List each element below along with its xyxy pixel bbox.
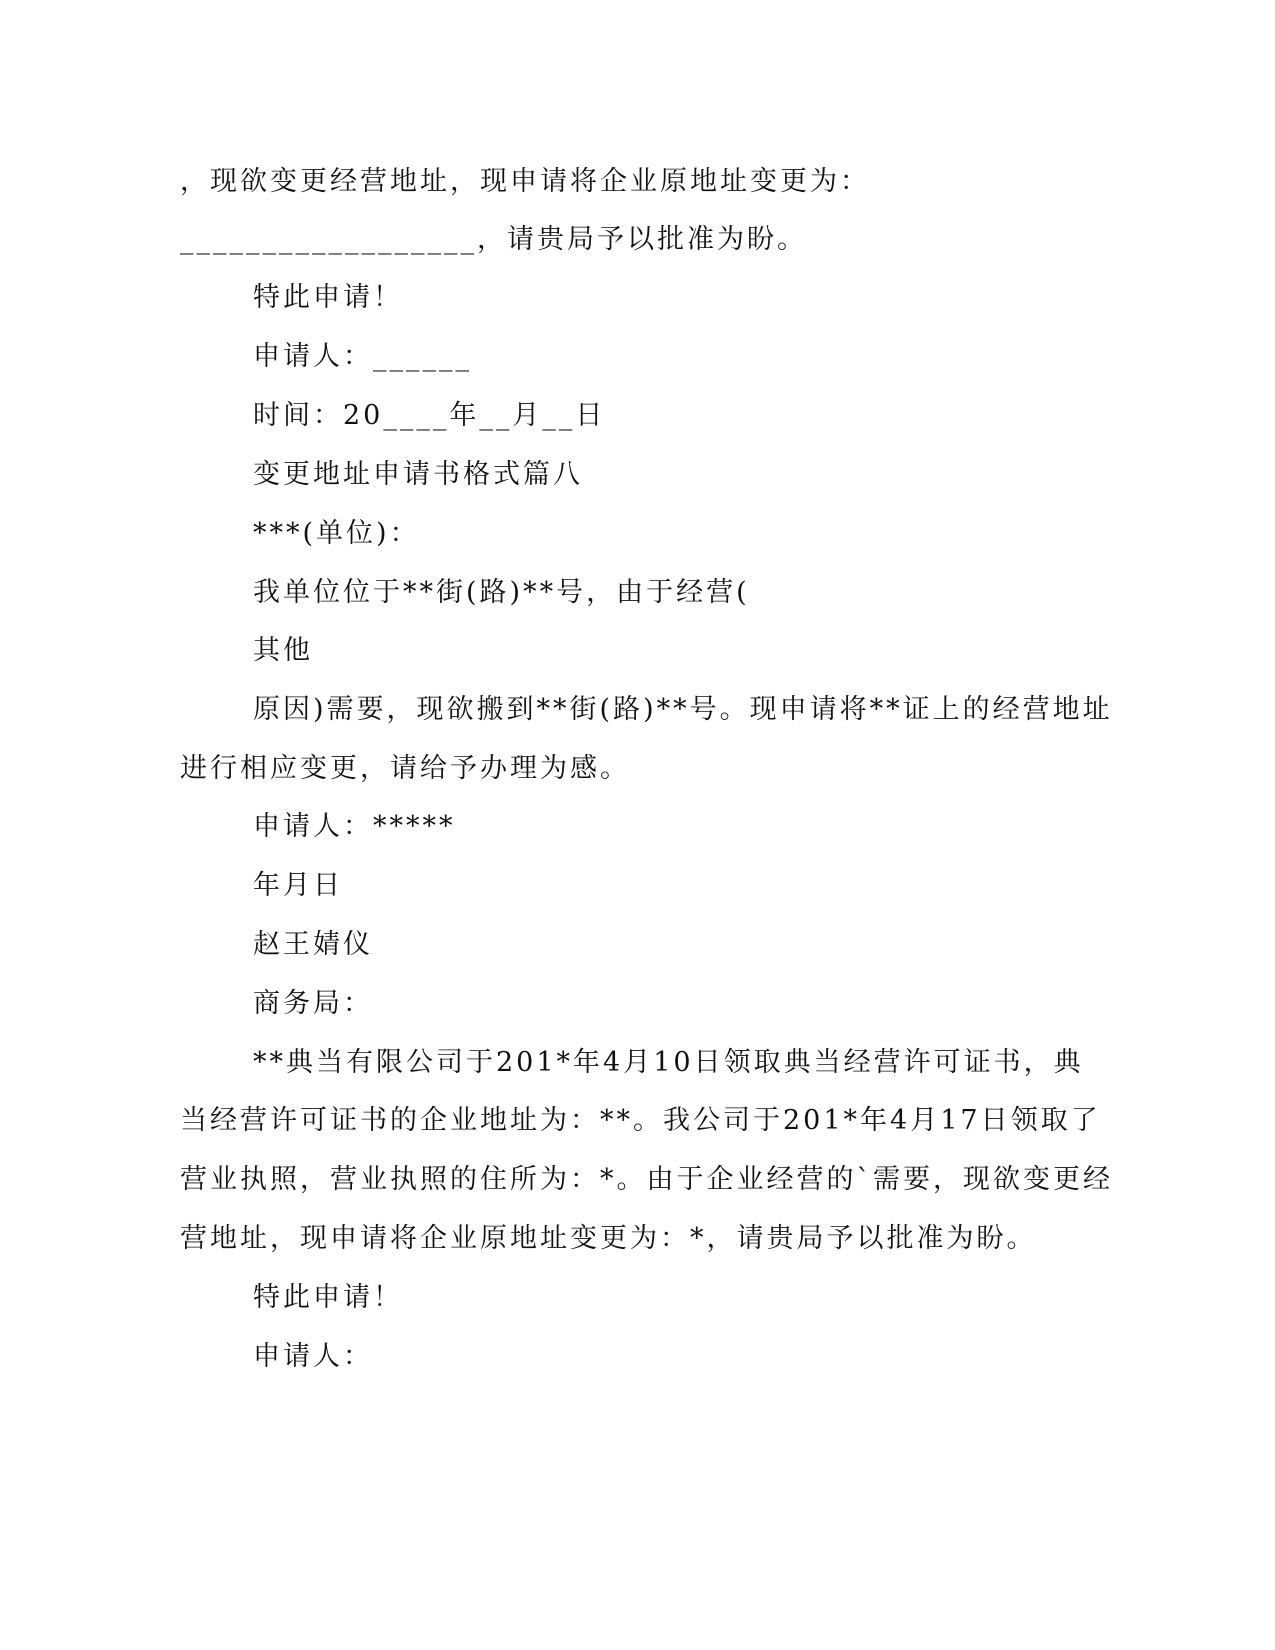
text-line: ，现欲变更经营地址，现申请将企业原地址变更为： (180, 166, 870, 197)
text-line: __________________，请贵局予以批准为盼。 (180, 224, 807, 255)
text-line: 当经营许可证书的企业地址为：**。我公司于201*年4月17日领取了 (180, 1105, 1101, 1136)
section-heading: 变更地址申请书格式篇八 (253, 459, 583, 490)
text-line: 营地址，现申请将企业原地址变更为：*，请贵局予以批准为盼。 (180, 1223, 1037, 1254)
date-line: 年月日 (253, 870, 343, 901)
text-line: 特此申请！ (253, 282, 403, 313)
salutation: ***(单位)： (253, 518, 420, 549)
text-line: 特此申请！ (253, 1282, 403, 1313)
applicant-line: 申请人：***** (253, 811, 456, 842)
applicant-line: 申请人：______ (253, 341, 472, 372)
date-line: 时间：20____年__月__日 (253, 400, 606, 431)
text-line: 进行相应变更，请给予办理为感。 (180, 753, 630, 784)
text-line: 原因)需要，现欲搬到**街(路)**号。现申请将**证上的经营地址 (253, 694, 1113, 725)
text-line: **典当有限公司于201*年4月10日领取典当经营许可证书，典 (253, 1047, 1084, 1078)
text-line: 营业执照，营业执照的住所为：*。由于企业经营的`需要，现欲变更经 (180, 1164, 1113, 1195)
text-line: 我单位位于**街(路)**号，由于经营( (253, 577, 750, 608)
applicant-line: 申请人： (253, 1341, 373, 1372)
salutation: 商务局： (253, 988, 373, 1019)
signature-name: 赵王婧仪 (253, 929, 373, 960)
text-line: 其他 (253, 635, 313, 666)
